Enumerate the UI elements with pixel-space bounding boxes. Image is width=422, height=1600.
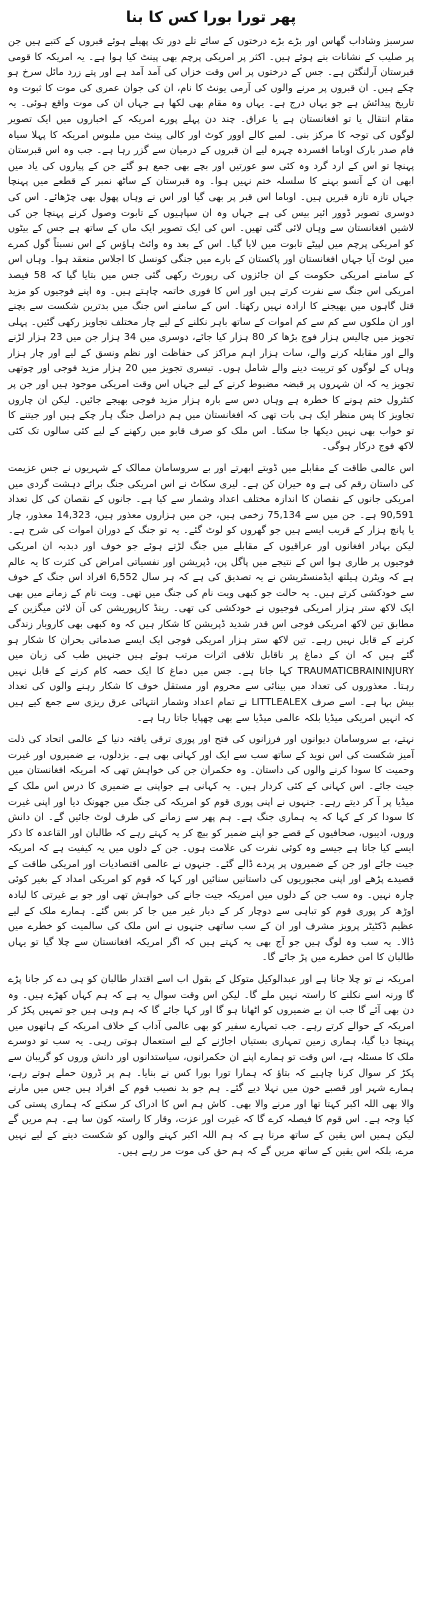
article-paragraph-1: سرسبز وشاداب گھاس اور بڑے بڑے درختوں کے سائے تلے دور تک پھیلے ہوئے قبروں کے کتبے ہیں جن پر صلیب کے نشانات بنے ہوئے ہیں۔ اکثر پر امریکی پرچم بھی پینٹ کیا ہوا ہے۔ یہ امریکہ کا قومی قبرستان آرلنگٹن ہے۔ جس کے درختوں پر اس وقت خزاں کی آمد آمد ہے اور پتے زرد مائل سرخ ہو چکے ہیں۔ ان قبروں پر مرنے والوں کی آرمی یونٹ کا نام، ان کی جوان عمری کی موت کا ثبوت وہ تاریخ پیدائش ہے جو یہاں درج ہے۔ یہاں وہ مقام بھی لکھا ہے جہاں ان کی موت واقع ہوئی۔ یہ مقام انتقال یا تو افغانستان ہے یا عراق۔ چند دن پہلے پورے امریکہ کے اخباروں میں ایک تصویر لوگوں کی توجہ کا مرکز بنی۔ لمبے کالے اوور کوٹ اور کالی پینٹ میں ملبوس امریکہ کا پہلا سیاہ فام صدر بارک اوباما افسردہ چہرہ لیے ان قبروں کے درمیان سے گزر رہا ہے۔ جب وہ اس قبرستان پہنچا تو اس کے ارد گرد وہ کئی سو عورتیں اور بچے بھی جمع ہو گئے جن کے پیاروں کی یاد میں ابھی ان کے آنسو بہنے کا سلسلہ ختم نہیں ہوا۔ وہ قبرستان کے ساٹھ نمبر کے قطعے میں پہنچا جہاں تازہ تازہ قبریں ہیں۔ اوباما اس قبر پر بھی گیا اور اس نے وہاں پھول بھی چڑھائے۔ اس کی دوسری تصویر ڈوور ائیر بیس کی ہے جہاں وہ ان سپاہیوں کے تابوت وصول کرنے پہنچا جن کی لاشیں افغانستان سے وہاں لائی گئی تھیں۔ اس کی ایک تصویر ایک ماں کے ساتھ ہے جس کے بیٹوں کو امریکی پرچم میں لپیٹے تابوت میں لایا گیا۔ اس کے بعد وہ وائٹ ہاؤس کے اس نسبتاً گول کمرے میں لوٹ آیا جہاں افغانستان اور پاکستان کے بارے میں جنگی کونسل کا اجلاس منعقد ہوا۔ وہاں اس کے سامنے امریکی حکومت کے ان جائزوں کی رپورٹ رکھی گئی جس میں بتایا گیا کہ 58 فیصد امریکی اس جنگ سے نفرت کرتے ہیں اور اس کا فوری خاتمہ چاہتے ہیں۔ وہ اپنے فوجیوں کو مزید قتل گاہوں میں بھیجنے کا ارادہ نہیں رکھتا۔ اس کے سامنے اس جنگ میں بدترین شکست سے بچنے اور ان ملکوں سے کم سے کم اموات کے ساتھ باہر نکلنے کے لیے چار مختلف تجاویز رکھی گئیں۔ پہلی تجویز میں چالیس ہزار فوج بڑھا کر 80 ہزار کیا جائے، دوسری میں 34 ہزار جن میں 23 ہزار لڑنے والے اور مقابلہ کرنے والے، سات ہزار اہم مراکز کی حفاظت اور نظم ونسق کے لیے اور چار ہزار وہاں کے لوگوں کو تربیت دینے والے شامل ہوں۔ تیسری تجویز میں 20 ہزار مزید فوجی اور چوتھی تجویز یہ کہ ان شہروں پر قبضہ مضبوط کرنے کے لیے جہاں اس وقت امریکی موجود ہیں اور جن پر کنٹرول ختم ہونے کا خطرہ ہے وہاں دس سے بارہ ہزار مزید فوجی بھیجے جائیں۔ لیکن ان چاروں تجاویز کا پس منظر ایک ہی بات تھی کہ افغانستان میں ہم دراصل جنگ ہار چکے ہیں اور جیتنے کا تو خواب بھی نہیں دیکھا جا سکتا۔ اس ملک کو صرف قابو میں رکھنے کے لیے کئی سالوں تک کئی لاکھ فوج درکار ہوگی۔ [8, 36, 414, 453]
article-paragraph-3: نہتے، بے سروسامان دیوانوں اور فرزانوں کی فتح اور پوری ترقی یافتہ دنیا کے عالمی اتحاد کی ذلت آمیز شکست کی اس نوید کے ساتھ سب سے ایک اور کہانی بھی ہے۔ بزدلوں، بے ضمیروں اور غیرت وحمیت کا سودا کرنے والوں کی داستان۔ وہ حکمران جن کی خواہش تھی کہ امریکہ افغانستان میں جیت جائے۔ اس کہانی کے کئی کردار ہیں۔ یہ کہانی ہے جواپنی بے ضمیری کا درس اس ملک کے میڈیا پر آ کر دیتے رہے۔ جنہوں نے اپنی پوری قوم کو امریکہ کی جنگ میں جھونک دیا اور اپنی غیرت کا سودا کر کے کہا کہ یہ ہماری جنگ ہے۔ ہم پھر سے زمانے کی طرف لوٹ جائیں گے۔ ان دانش وروں، ادیبوں، صحافیوں کے قصے جو اپنے ضمیر کو بیچ کر یہ کہتے رہے کہ طالبان اور القاعدہ کا ذکر ایسے کیا جاتا ہے جیسے وہ کوئی نفرت کی علامت ہوں۔ جن کے دلوں میں یہ کیفیت ہے کہ امریکہ جیت جائے اور جن کے ضمیروں پر پردے ڈالے گئے۔ جنہوں نے عالمی اقتصادیات اور امریکی طاقت کے قصیدے پڑھے اور اپنی مجبوریوں کی داستانیں سنائیں اور کہا کہ قوم کو امریکی امداد کے بغیر کوئی چارہ نہیں۔ وہ سب جن کے دلوں میں امریکہ جیت جانے کی خواہش تھی اور جو بے غیرتی کا لبادہ اوڑھ کر پوری قوم کو تباہی سے دوچار کر کے دیار غیر میں جا کر بس گئے۔ ہمارے ملک کے لیے عظیم ڈکٹیٹر پرویز مشرف اور ان کے سب ساتھی جنہوں نے اس ملک کی سالمیت کو خطرے میں ڈالا۔ یہ سب وہ لوگ ہیں جو آج بھی یہ کہتے ہیں کہ اگر امریکہ افغانستان سے چلا گیا تو یہاں طالبان کا امن خطرے میں پڑ جائے گا۔ [8, 734, 414, 964]
article-headline: پھر تورا بورا کس کا بنا [125, 8, 297, 26]
article-paragraph-2: اس عالمی طاقت کے مقابلے میں ڈوبتے ابھرتے اور بے سروسامان ممالک کے شہریوں نے جس عزیمت کی داستان رقم کی ہے وہ حیران کن ہے۔ لیری سکاٹ نے اس امریکی جنگ برائے دہشت گردی میں امریکی جانوں کے نقصان کا اندازہ مختلف اعداد وشمار سے کیا ہے۔ جانوں کے نقصان کی کل تعداد 90,591 ہے۔ جن میں سے 75,134 زخمی ہیں، جن میں ہزاروں معذور ہیں، 14,323 معذور، چار یا پانچ ہزار کے قریب ایسے ہیں جو گھروں کو لوٹ گئے۔ یہ تو جنگ کے دوران اموات کی شرح ہے۔ لیکن بہادر افغانوں اور عراقیوں کے مقابلے میں جنگ لڑتے ہوئے جو خوف اور دبدبہ ان امریکی فوجیوں پر طاری ہوا اس کے نتیجے میں پاگل پن، ڈپریشن اور نفسیاتی امراض کی کثرت کا یہ عالم ہے کہ ویٹرن ہیلتھ ایڈمنسٹریشن نے یہ تصدیق کی ہے کہ ہر سال 6,552 افراد اس جنگ کے خوف سے خودکشی کرتے ہیں۔ یہ حالت جو کبھی ویت نام کی جنگ میں تھی۔ ویت نام کے زمانے میں بھی ایک لاکھ ستر ہزار امریکی فوجیوں نے خودکشی کی تھی۔ رینڈ کارپوریشن کی آن لائن میگزین کے مطابق تین لاکھ امریکی فوجی اس قدر شدید ڈپریشن کا شکار ہیں کہ وہ کبھی بھی کاروبار زندگی کرنے کے قابل نہیں رہے۔ تین لاکھ ستر ہزار امریکی فوجی ایک ایسے صدماتی بحران کا شکار ہو گئے ہیں کہ ان کے دماغ پر ناقابل تلافی اثرات مرتب ہوئے ہیں جنہیں طب کی زبان میں TRAUMATICBRAININJURY کہا جاتا ہے۔ جس میں دماغ کا ایک حصہ کام کرنے کے قابل نہیں رہتا۔ معذوروں کی تعداد میں بینائی سے محروم اور مستقل خوف کا شکار رہنے والوں کی تعداد بیش بہا ہے۔ اسے صرف LITTLEALEX نے تمام اعداد وشمار انتہائی عرق ریزی سے جمع کیے ہیں کہ انہیں امریکی میڈیا بلکہ عالمی میڈیا سے بھی چھپایا جاتا رہا ہے۔ [8, 463, 414, 724]
article-paragraph-4: امریکہ نے تو چلا جانا ہے اور عبدالوکیل متوکل کے بقول اب اسے اقتدار طالبان کو ہی دے کر جانا پڑے گا ورنہ اسے نکلنے کا راستہ نہیں ملے گا۔ لیکن اس وقت سوال یہ ہے کہ ہم کہاں کھڑے ہیں۔ وہ دن بھی آئے گا جب ان بے ضمیروں کو اٹھانا ہو گا اور کہا جائے گا کہ ہم وہی ہیں جو تمہیں پکڑ کر امریکہ کے حوالے کرتے رہے۔ جب تمہارے سفیر کو بھی عالمی آداب کے خلاف امریکہ کے ہاتھوں میں پہنچا دیا گیا، ہماری زمین تمہاری بستیاں اجاڑنے کے لیے استعمال ہوتی رہی۔ یہ سب تو دوسرے ملک کا مسئلہ ہے، اس وقت تو ہمارے اپنے ان حکمرانوں، سیاستدانوں اور دانش وروں کو گریبان سے پکڑ کر سوال کرنا چاہیے کہ بتاؤ کہ ہمارا تورا بورا کس نے بنایا۔ ہم پر ڈرون حملے ہوتے رہے، ہمارے شہر اور قصبے خون میں نہلا دیے گئے۔ ہم جو بد نصیب قوم کے افراد ہیں جس میں مارنے والا بھی اللہ اکبر کہتا تھا اور مرنے والا بھی۔ کاش ہم اس کا ادراک کر سکتے کہ ہماری پستی کی کیا وجہ ہے۔ اس قوم کا فیصلہ کرے گا کہ غیرت اور عزت، وقار کا راستہ کون سا ہے۔ ہم مریں گے لیکن ہمیں اس یقین کے ساتھ مرنا ہے کہ ہم اللہ اکبر کہنے والوں کو شکست دینے کے لیے نہیں مرے، بلکہ اس یقین کے ساتھ مریں گے کہ ہم حق کی موت مر رہے ہیں۔ [8, 974, 414, 1157]
